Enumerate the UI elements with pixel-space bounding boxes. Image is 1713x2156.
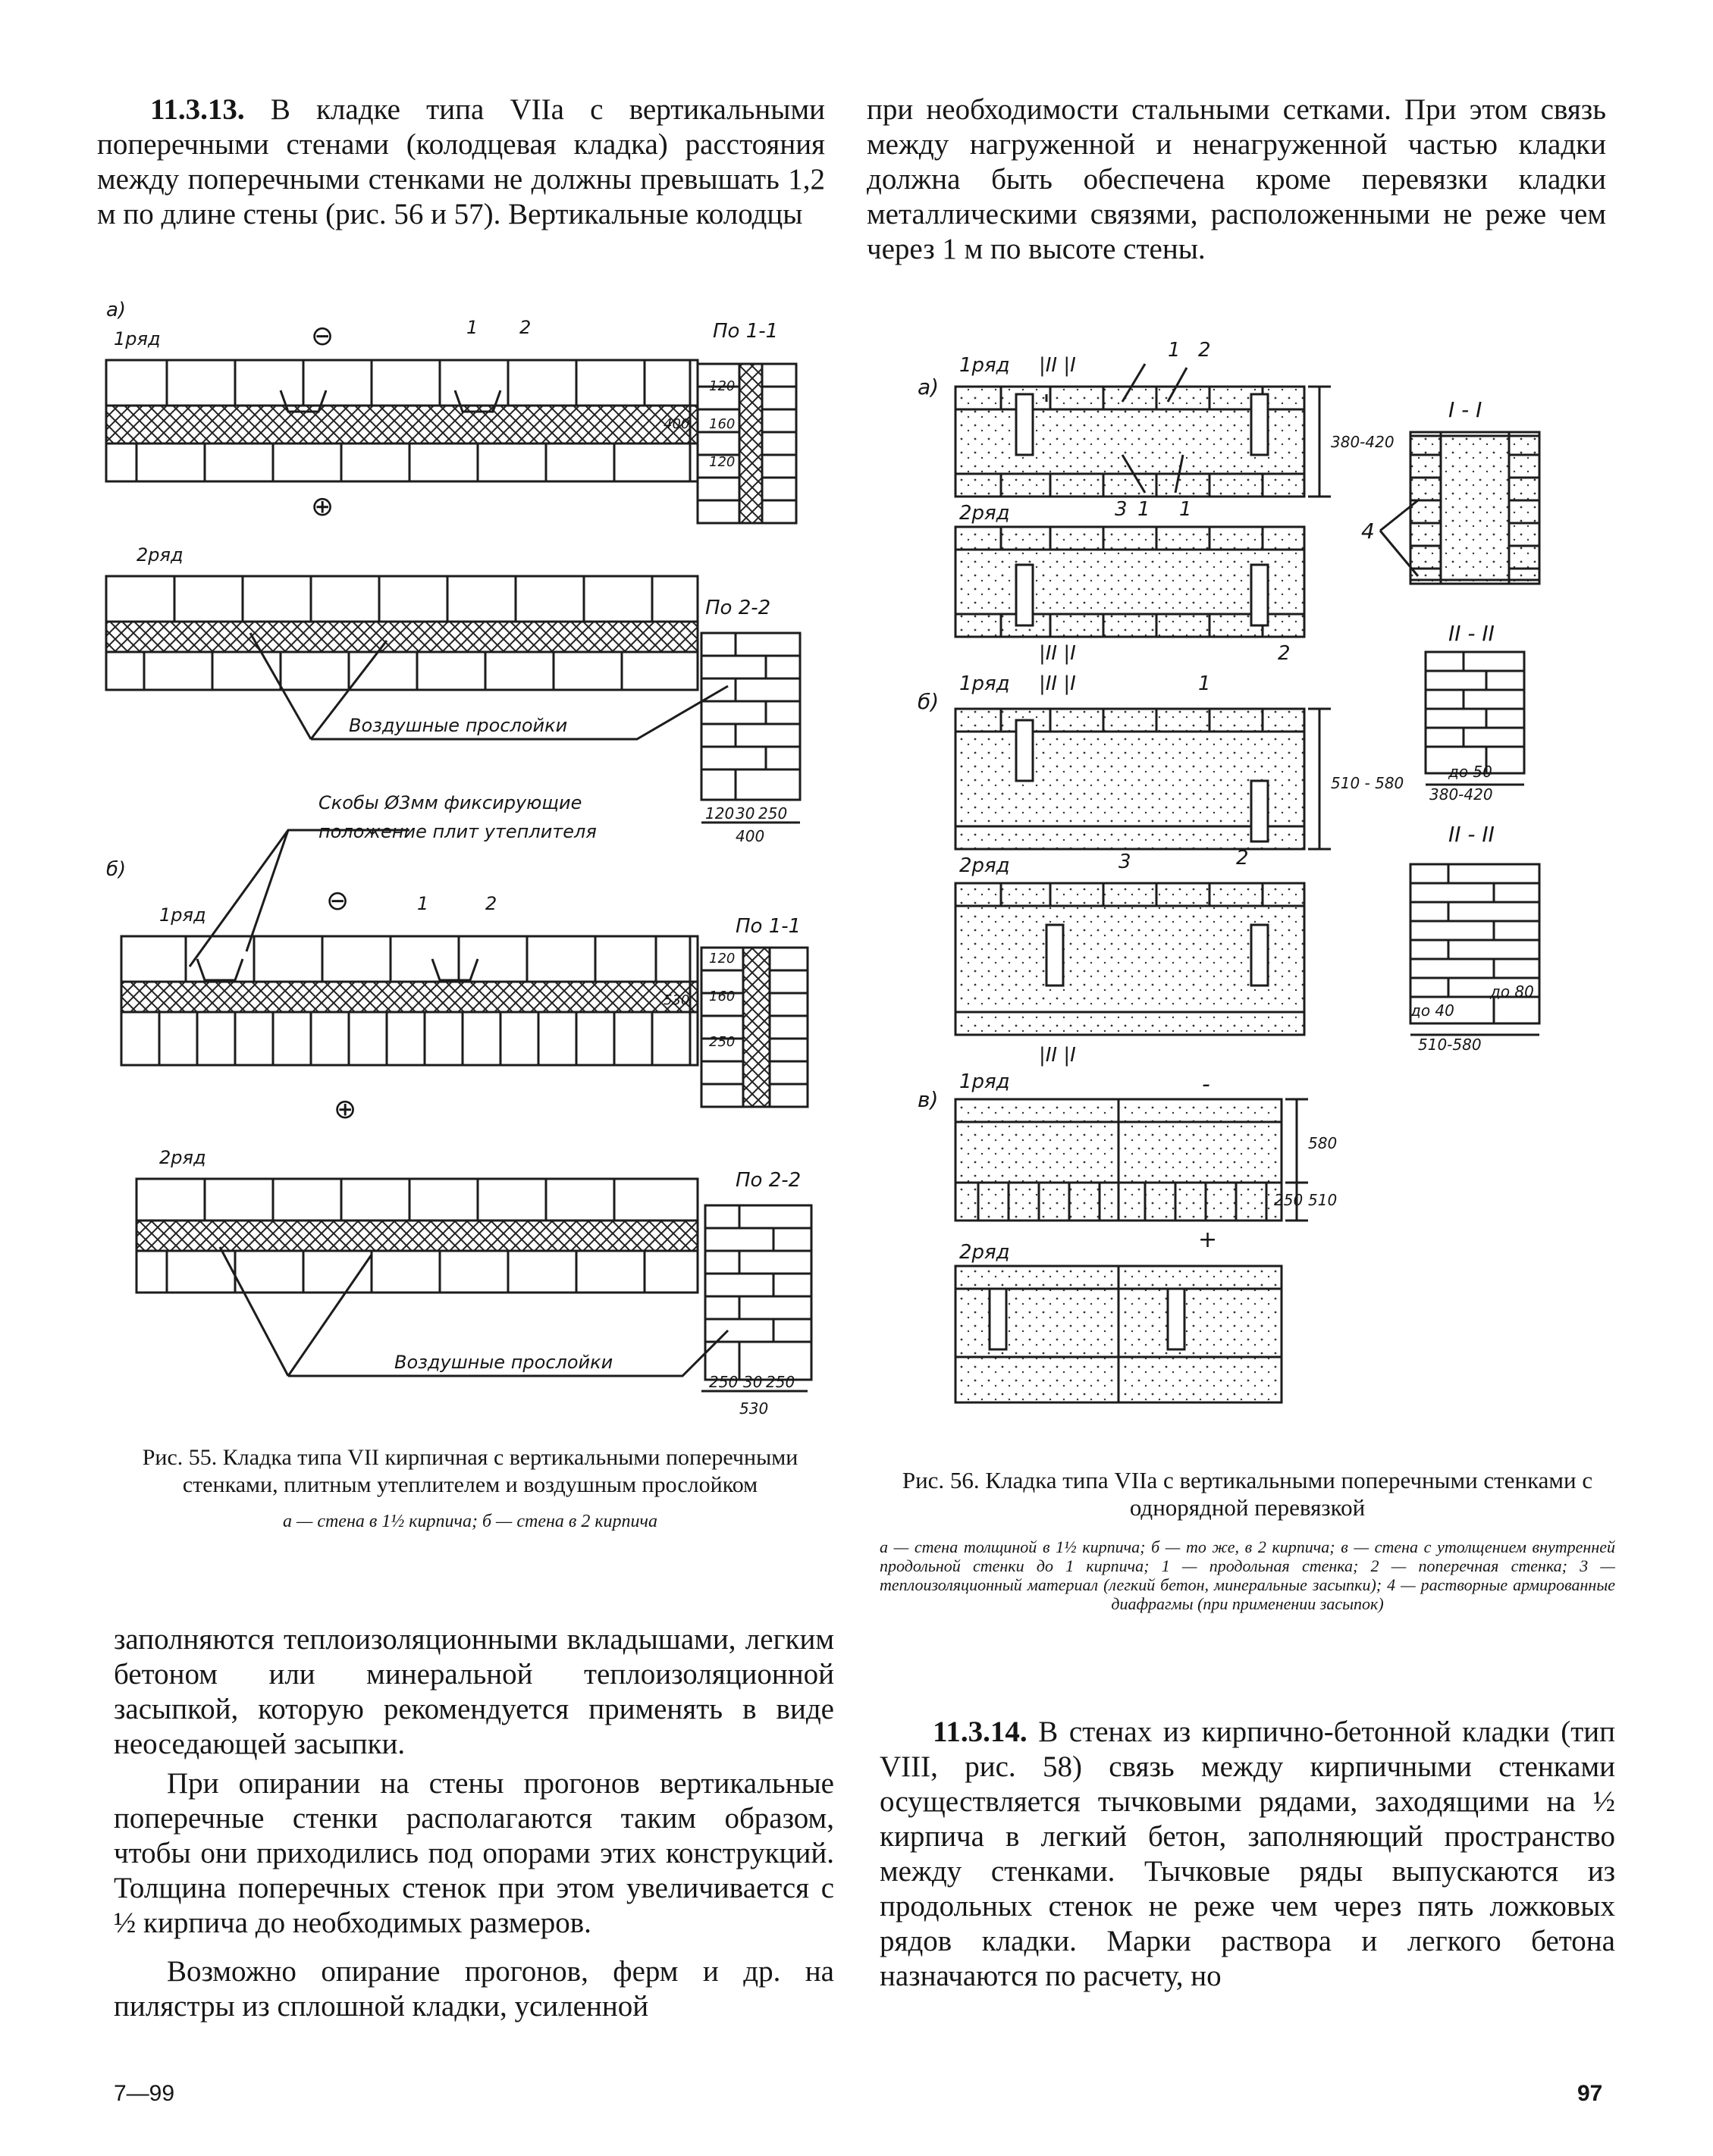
fig56-label-a: а) <box>918 374 940 400</box>
paragraph-text: В кладке типа VIIа с вертикальными поперечными стенами (колодцевая кладка) расстояния между поперечными стенками не должны превышать 1,2 м по длине стены (рис. 56 и 57). Вертикальные колодцы <box>97 93 825 230</box>
fig55-mark1-b: 1 <box>417 893 429 914</box>
fig56-sec-II-1: II - II <box>1448 621 1495 646</box>
section-number: 11.3.13. <box>150 93 245 126</box>
dim-a2-4: 400 <box>736 827 765 845</box>
fig56-label-b: б) <box>918 689 940 714</box>
fig56-cut-a2: |II |I <box>1039 642 1076 665</box>
left-top-paragraph <box>97 92 825 232</box>
fig56-dim-v2: 510 <box>1308 1191 1338 1209</box>
fig56-n3-a: 3 <box>1115 498 1128 521</box>
dim-a2-1: 120 <box>705 804 735 823</box>
paragraph-1: заполняются теплоизоляционными вкладышами, легким бетоном или минеральной теплоизоляционной засыпкой, которую рекомендуется применять в виде неоседающей засыпки. <box>114 1623 834 1760</box>
right-top-paragraph <box>867 92 1606 267</box>
dim-b2-2: 30 <box>743 1373 763 1391</box>
footer-signature: 7—99 <box>114 2081 175 2106</box>
fig56-dim-v1: 580 <box>1308 1134 1338 1152</box>
fig55-plus-a: ⊕ <box>311 491 334 522</box>
fig56-sec-I: I - I <box>1448 397 1482 422</box>
fig55-plus-b: ⊕ <box>334 1094 357 1125</box>
paragraph-text: В стенах из кирпично-бетонной кладки (тип VIII, рис. 58) связь между кирпичными стенками осуществляется тычковыми рядами, заходящими на ½ кирпича в легкий бетон, заполняющий пространство между стенками. Тычковые ряды выпускаются из продольных стенок не реже чем через пять ложковых рядов кладки. Марки раствора и легкого бетона назначаются по расчету, но <box>880 1716 1615 1992</box>
fig55-label-b: б) <box>106 858 127 881</box>
fig56-dim-s2b: до 40 <box>1410 1001 1454 1020</box>
fig56-label-v: в) <box>918 1087 939 1112</box>
page-number: 97 <box>1577 2081 1603 2106</box>
section-number: 11.3.14. <box>933 1716 1027 1748</box>
fig56-cut-a: |II |I <box>1039 354 1076 377</box>
dim-a-2: 160 <box>709 416 736 432</box>
fig56-dim-s1w: 380-420 <box>1429 785 1493 804</box>
fig56-plus: + <box>1198 1227 1218 1253</box>
dim-b-1: 120 <box>709 951 736 967</box>
dim-b2-3: 250 <box>766 1373 795 1391</box>
fig55-mark2-a: 2 <box>519 317 532 338</box>
paragraph-3: Возможно опирание прогонов, ферм и др. на пилястры из сплошной кладки, усиленной <box>114 1955 834 2023</box>
fig55-row2-b: 2ряд <box>159 1147 206 1168</box>
fig56-n3-b: 3 <box>1118 851 1131 873</box>
fig56-n2-a2: 2 <box>1278 642 1291 665</box>
paragraph-2: При опирании на стены прогонов вертикальные поперечные стенки располагаются таким образом, чтобы они приходились под опорами этих конструкций. Толщина поперечных стенок при этом увеличивается с ½ кирпича до необходимых размеров. <box>114 1767 834 1939</box>
dim-a2-2: 30 <box>736 804 755 823</box>
figure-56-caption <box>880 1467 1615 1521</box>
fig55-mark2-b: 2 <box>485 893 497 914</box>
fig55-label-a: а) <box>106 299 127 321</box>
fig55-clips-2: положение плит утеплителя <box>318 821 597 842</box>
fig56-row2-v: 2ряд <box>959 1241 1010 1264</box>
fig56-dim-s2a: до 80 <box>1490 982 1534 1001</box>
dim-a2-3: 250 <box>758 804 788 823</box>
dim-a-4: 400 <box>664 416 690 432</box>
fig56-row1-a: 1ряд <box>959 354 1010 377</box>
caption-sub: а — стена в 1½ кирпича; б — стена в 2 кирпича <box>282 1512 657 1531</box>
fig55-clips-1: Скобы Ø3мм фиксирующие <box>318 792 582 813</box>
dim-a-3: 120 <box>709 454 736 470</box>
fig56-row2-a: 2ряд <box>959 502 1010 525</box>
fig56-n1b-a: 1 <box>1137 498 1150 521</box>
fig56-dim-v3: 250 <box>1274 1191 1304 1209</box>
dim-a-1: 120 <box>709 378 736 394</box>
fig55-air-a: Воздушные прослойки <box>349 715 568 736</box>
fig56-n1-b: 1 <box>1198 672 1211 695</box>
figure-56-legend: а — стена толщиной в 1½ кирпича; б — то же, в 2 кирпича; в — стена с утолщением внутренней продольной стенки до 1 кирпича; 1 — продольная стенка; 2 — поперечная стенка; 3 — теплоизоляционный материал (легкий бетон, минеральные засыпки); 4 — растворные армированные диафрагмы (при применении засыпок) <box>880 1537 1615 1613</box>
fig55-row1-a: 1ряд <box>114 328 161 349</box>
fig55-sec1-b: По 1-1 <box>736 915 802 938</box>
caption-title: Рис. 55. Кладка типа VII кирпичная с вертикальными поперечными стенками, плитным утеплителем и воздушным прослойком <box>142 1445 798 1497</box>
dim-b-3: 250 <box>709 1034 736 1050</box>
fig56-dim-b: 510 - 580 <box>1331 774 1404 792</box>
fig56-minus: - <box>1202 1071 1210 1098</box>
fig56-cut-b: |II |I <box>1039 672 1076 695</box>
dim-b-4: 530 <box>664 992 690 1008</box>
fig56-row2-b: 2ряд <box>959 854 1010 877</box>
figure-55-caption <box>106 1444 834 1535</box>
fig56-cut-b2: |II |I <box>1039 1044 1076 1067</box>
left-bottom-text <box>114 1622 834 2024</box>
dim-b-2: 160 <box>709 989 736 1004</box>
fig55-mark1-a: 1 <box>466 317 478 338</box>
fig55-minus-a: ⊖ <box>311 321 334 352</box>
fig55-sec1-a: По 1-1 <box>713 320 779 343</box>
right-bottom-text <box>880 1715 1615 1994</box>
fig56-n4: 4 <box>1361 519 1375 544</box>
fig56-dim-a: 380-420 <box>1331 433 1395 451</box>
fig55-minus-b: ⊖ <box>326 885 350 917</box>
fig56-dim-s1: до 50 <box>1448 763 1492 781</box>
caption-title: Рис. 56. Кладка типа VIIа с вертикальными поперечными стенками с однорядной перевязкой <box>902 1467 1593 1521</box>
dim-b2-4: 530 <box>739 1399 769 1418</box>
fig55-sec2-b: По 2-2 <box>736 1169 802 1192</box>
fig55-sec2-a: По 2-2 <box>705 597 771 619</box>
fig56-n1c-a: 1 <box>1179 498 1192 521</box>
figure-56 <box>918 326 1638 1448</box>
fig56-sec-II-2: II - II <box>1448 822 1495 847</box>
fig55-row1-b: 1ряд <box>159 904 206 926</box>
fig56-dim-s2w: 510-580 <box>1418 1036 1482 1054</box>
dim-b2-1: 250 <box>709 1373 739 1391</box>
fig56-n2-b: 2 <box>1236 847 1249 870</box>
fig56-row1-v: 1ряд <box>959 1070 1010 1093</box>
fig56-n1-a: 1 <box>1168 339 1181 362</box>
fig55-air-b: Воздушные прослойки <box>394 1352 613 1373</box>
fig56-row1-b: 1ряд <box>959 672 1010 695</box>
fig55-row2-a: 2ряд <box>136 544 184 566</box>
figure-55 <box>91 299 849 1437</box>
fig56-n2-a: 2 <box>1198 339 1211 362</box>
paragraph-text: при необходимости стальными сетками. При этом связь между нагруженной и ненагруженной частью кладки должна быть обеспечена кроме перевязки кладки металлическими связями, расположенными не реже чем через 1 м по высоте стены. <box>867 93 1606 265</box>
